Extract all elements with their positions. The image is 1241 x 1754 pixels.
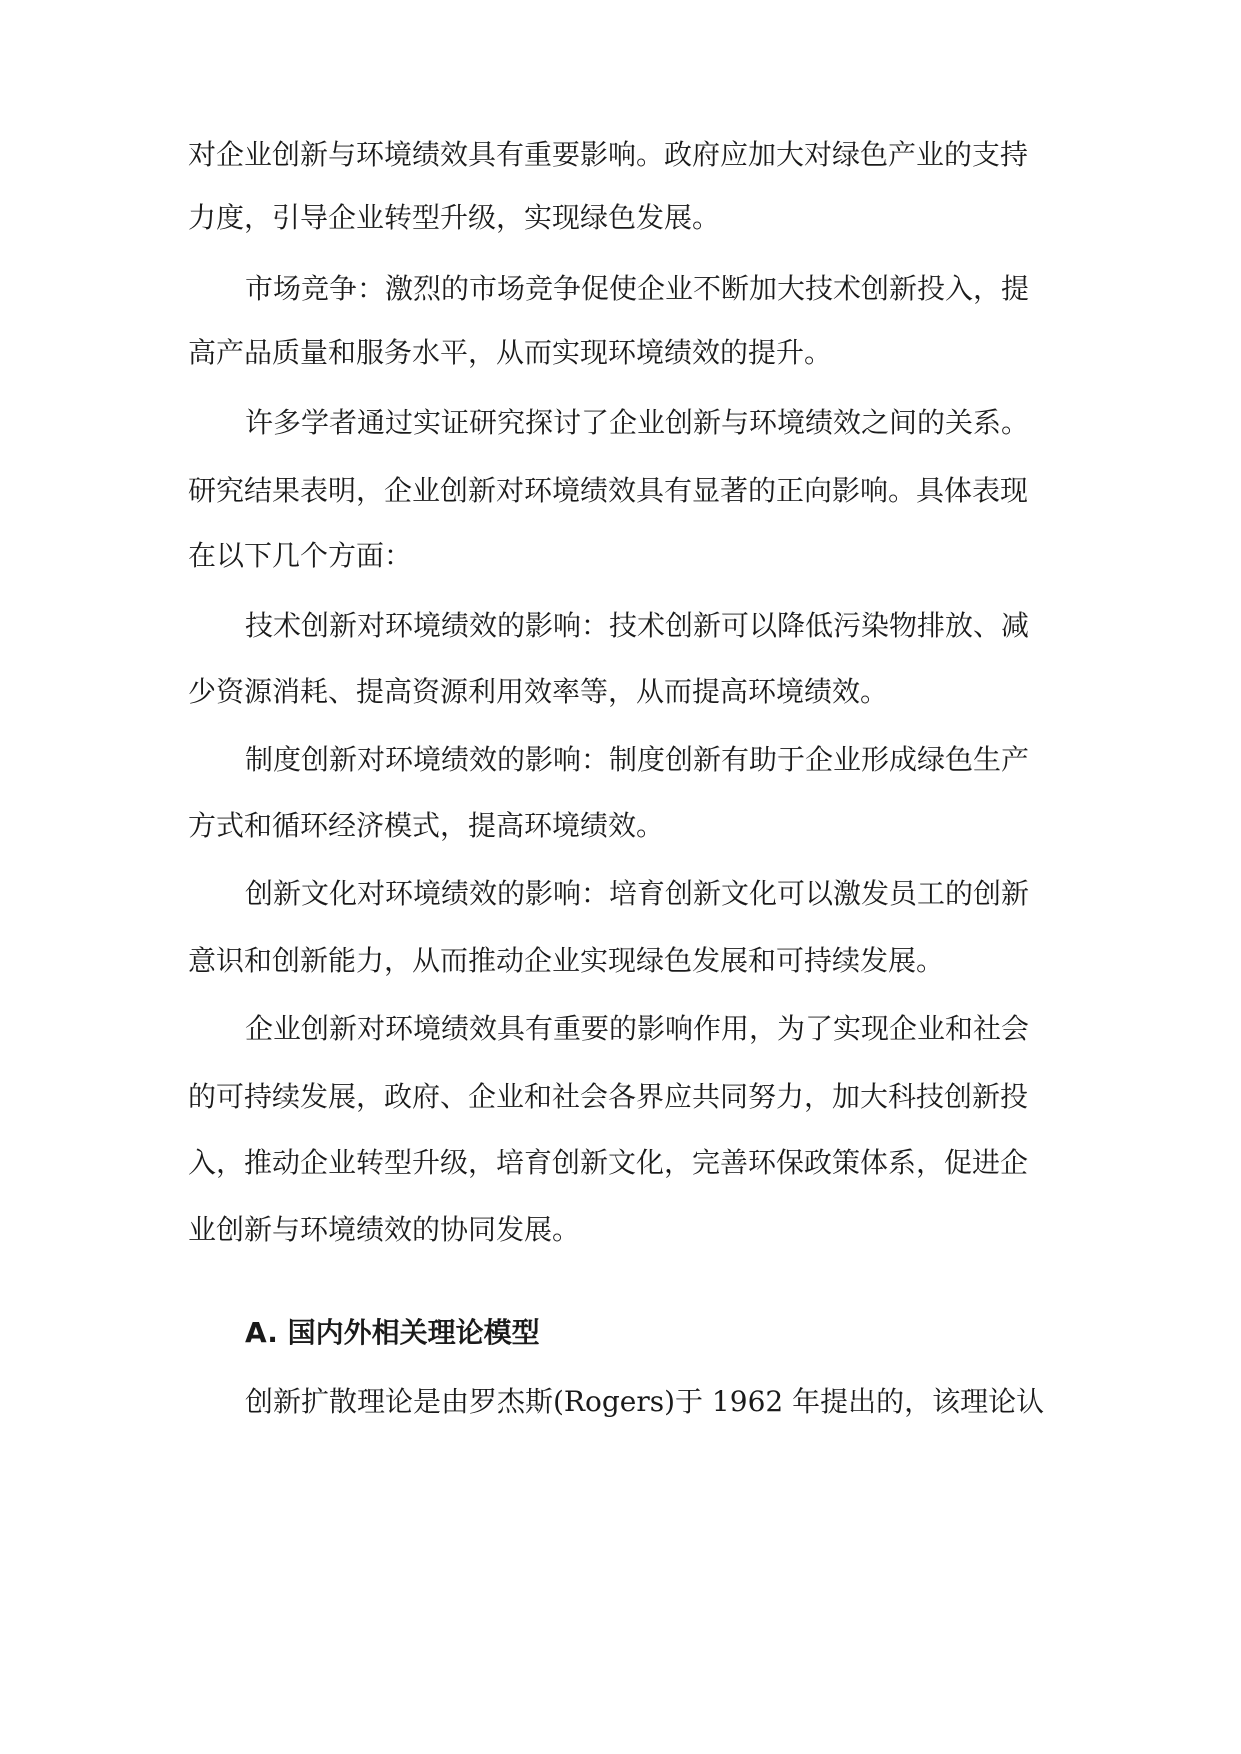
text-line: 方式和循环经济模式，提高环境绩效。 [188, 809, 665, 842]
paragraph-start-line: 企业创新对环境绩效具有重要的影响作用，为了实现企业和社会 [245, 1012, 1030, 1045]
text-line: 力度，引导企业转型升级，实现绿色发展。 [188, 201, 721, 234]
paragraph-start-line: 市场竞争：激烈的市场竞争促使企业不断加大技术创新投入，提 [245, 272, 1030, 305]
paragraph-start-line: 制度创新对环境绩效的影响：制度创新有助于企业形成绿色生产 [245, 743, 1030, 776]
text-line: 业创新与环境绩效的协同发展。 [188, 1213, 581, 1246]
text-line: 研究结果表明，企业创新对环境绩效具有显著的正向影响。具体表现 [188, 474, 1029, 507]
text-line: 的可持续发展，政府、企业和社会各界应共同努力，加大科技创新投 [188, 1080, 1029, 1113]
paragraph-start-line: 创新扩散理论是由罗杰斯(Rogers)于 1962 年提出的，该理论认 [245, 1385, 1045, 1418]
text-line: 高产品质量和服务水平，从而实现环境绩效的提升。 [188, 336, 833, 369]
text-line: 少资源消耗、提高资源利用效率等，从而提高环境绩效。 [188, 675, 889, 708]
section-heading: A. 国内外相关理论模型 [245, 1316, 540, 1349]
paragraph-start-line: 技术创新对环境绩效的影响：技术创新可以降低污染物排放、减 [245, 609, 1030, 642]
paragraph-start-line: 许多学者通过实证研究探讨了企业创新与环境绩效之间的关系。 [245, 406, 1030, 439]
text-line: 意识和创新能力，从而推动企业实现绿色发展和可持续发展。 [188, 944, 945, 977]
text-line: 对企业创新与环境绩效具有重要影响。政府应加大对绿色产业的支持 [188, 138, 1029, 171]
paragraph-start-line: 创新文化对环境绩效的影响：培育创新文化可以激发员工的创新 [245, 877, 1030, 910]
text-line: 入，推动企业转型升级，培育创新文化，完善环保政策体系，促进企 [188, 1146, 1029, 1179]
text-line: 在以下几个方面： [188, 539, 413, 572]
